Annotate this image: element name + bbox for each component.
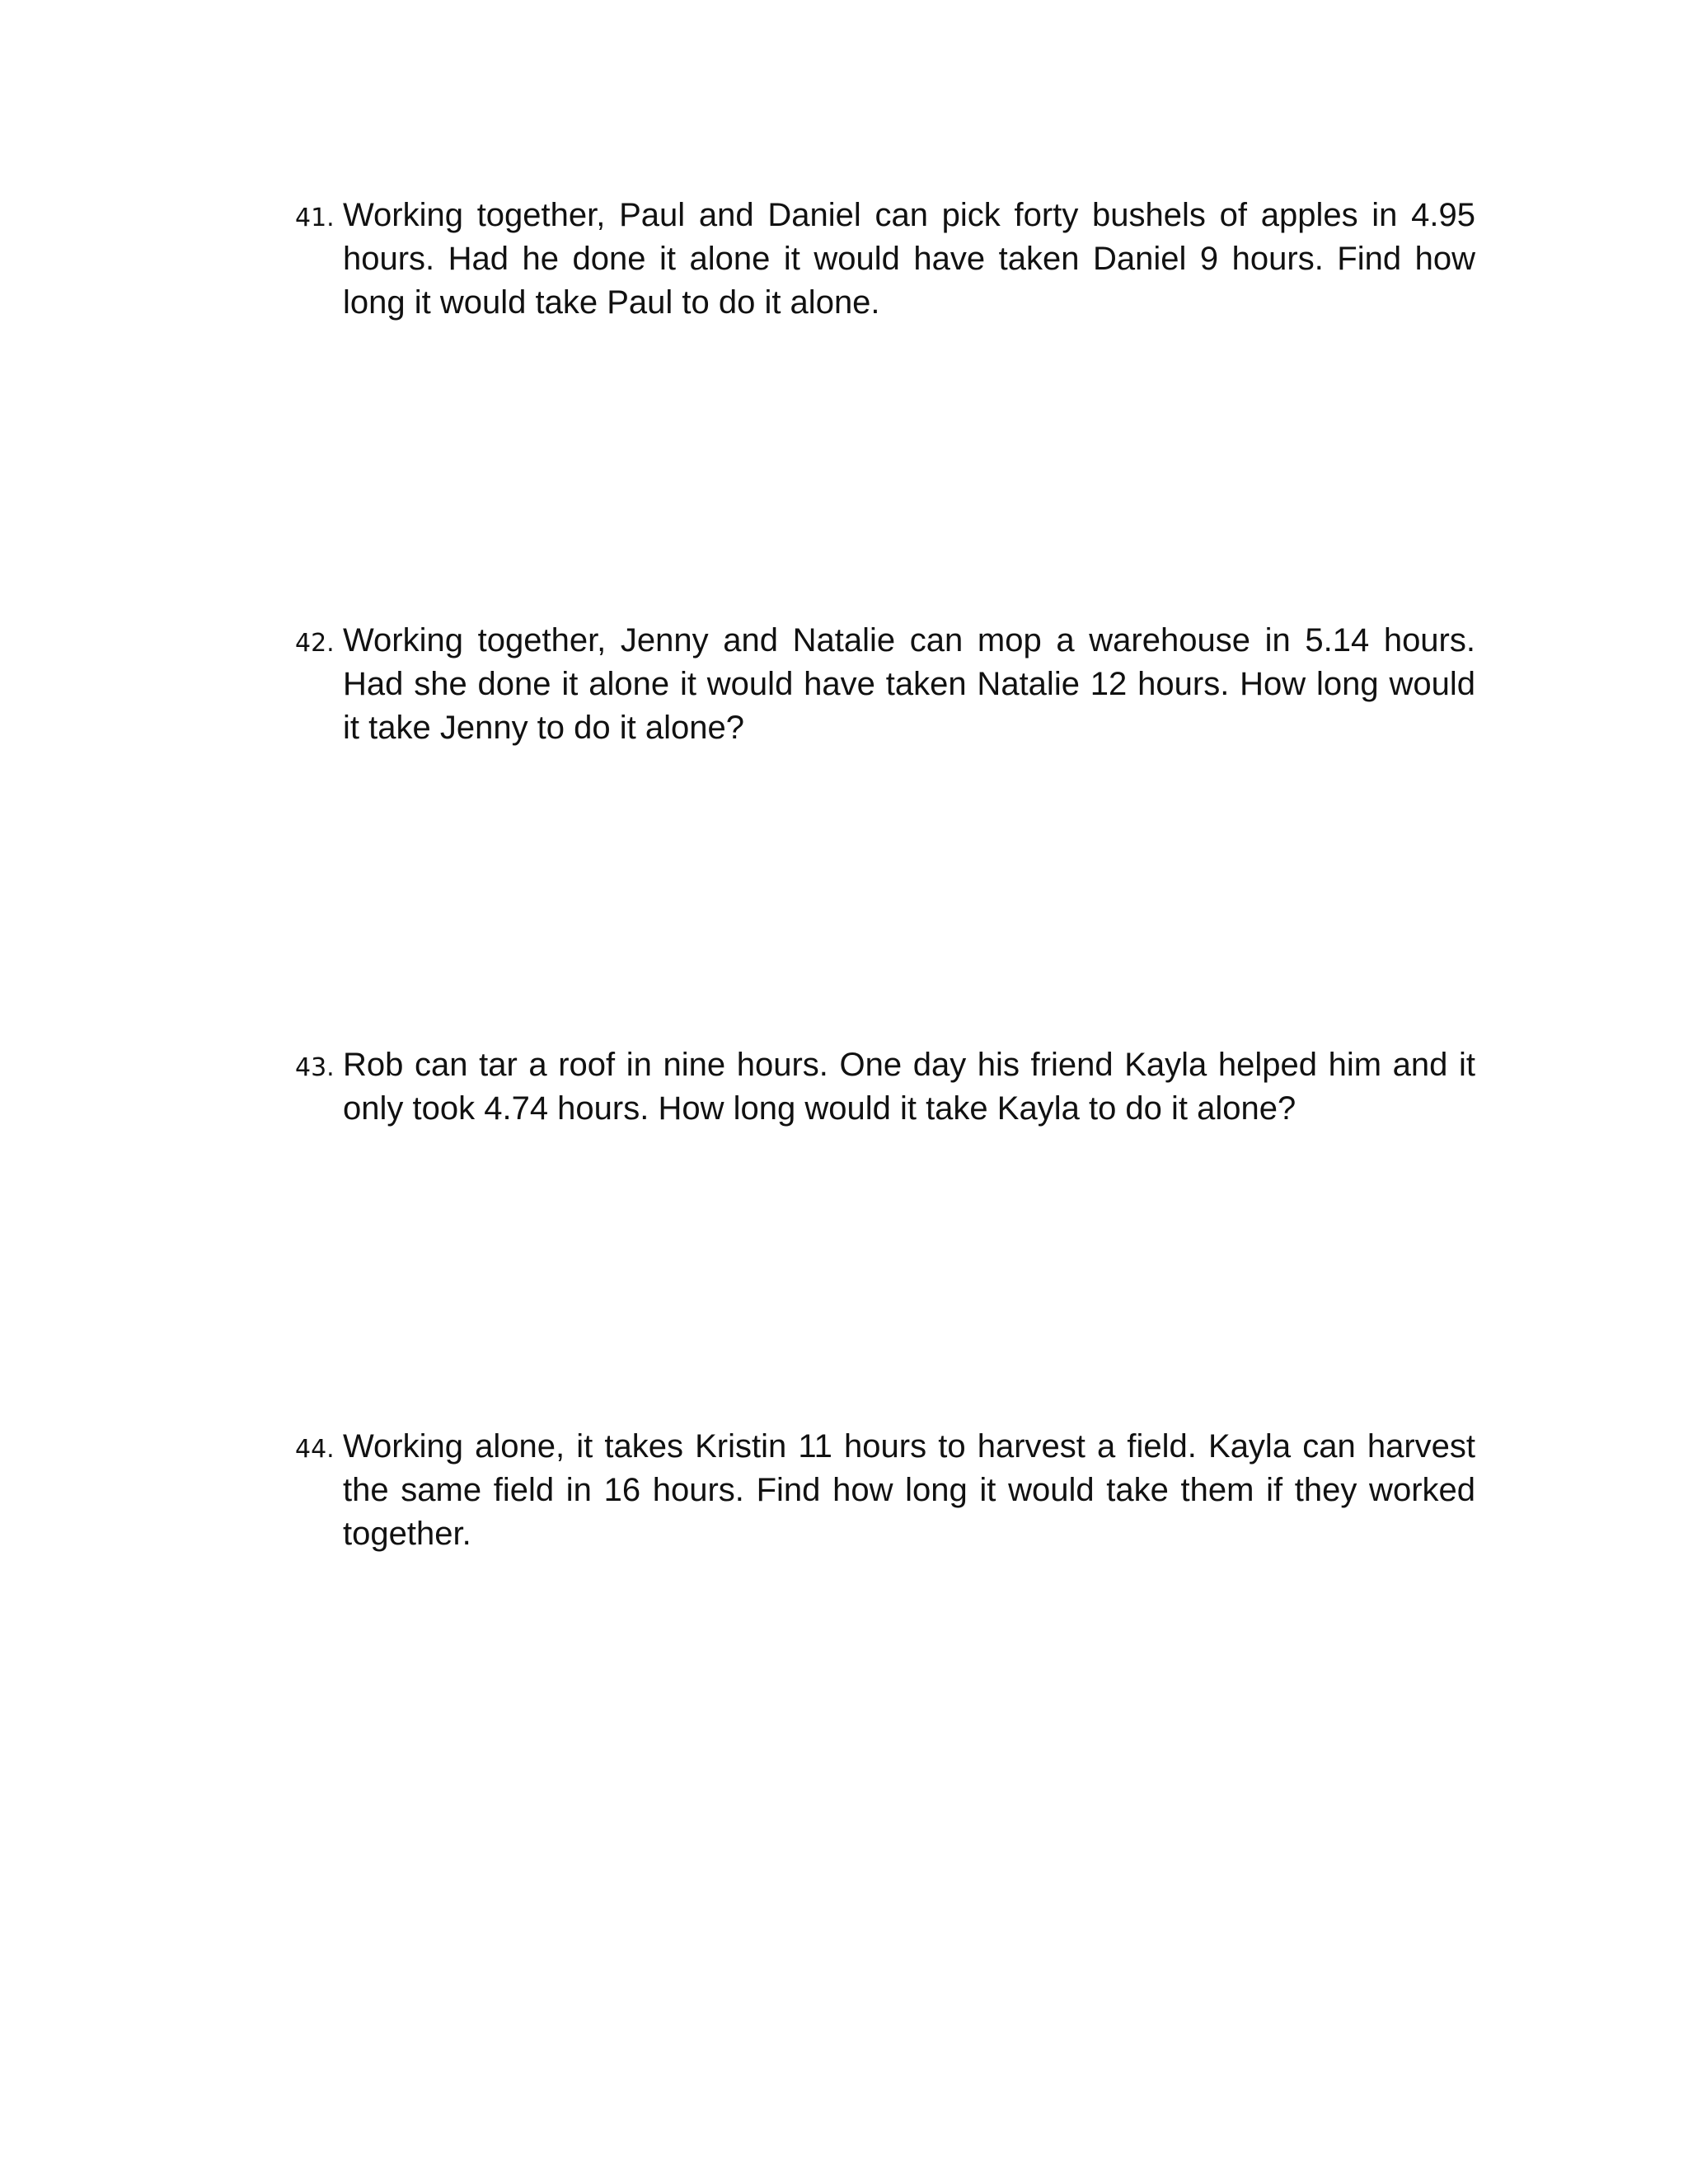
problem-42 — [295, 619, 1475, 750]
problem-text: Working together, Paul and Daniel can pick forty bushels of apples in 4.95 hours. Had he done it alone it would have taken Daniel 9 hours. Find how long it would take Paul to do it alone. — [343, 197, 1475, 321]
problem-text: Working alone, it takes Kristin 11 hours to harvest a field. Kayla can harvest the same field in 16 hours. Find how long it would take them if they worked together. — [343, 1428, 1475, 1552]
problem-number: 41. — [295, 204, 335, 232]
problem-43 — [295, 1043, 1475, 1131]
problem-44 — [295, 1425, 1475, 1556]
problem-41 — [295, 194, 1475, 325]
problem-number: 43. — [295, 1053, 335, 1082]
problem-number: 44. — [295, 1435, 335, 1464]
problem-text: Rob can tar a roof in nine hours. One day his friend Kayla helped him and it only took 4.74 hours. How long would it take Kayla to do it alone? — [343, 1047, 1475, 1127]
problem-text: Working together, Jenny and Natalie can mop a warehouse in 5.14 hours. Had she done it alone it would have taken Natalie 12 hours. How long would it take Jenny to do it alone? — [343, 622, 1475, 746]
problem-number: 42. — [295, 629, 335, 658]
